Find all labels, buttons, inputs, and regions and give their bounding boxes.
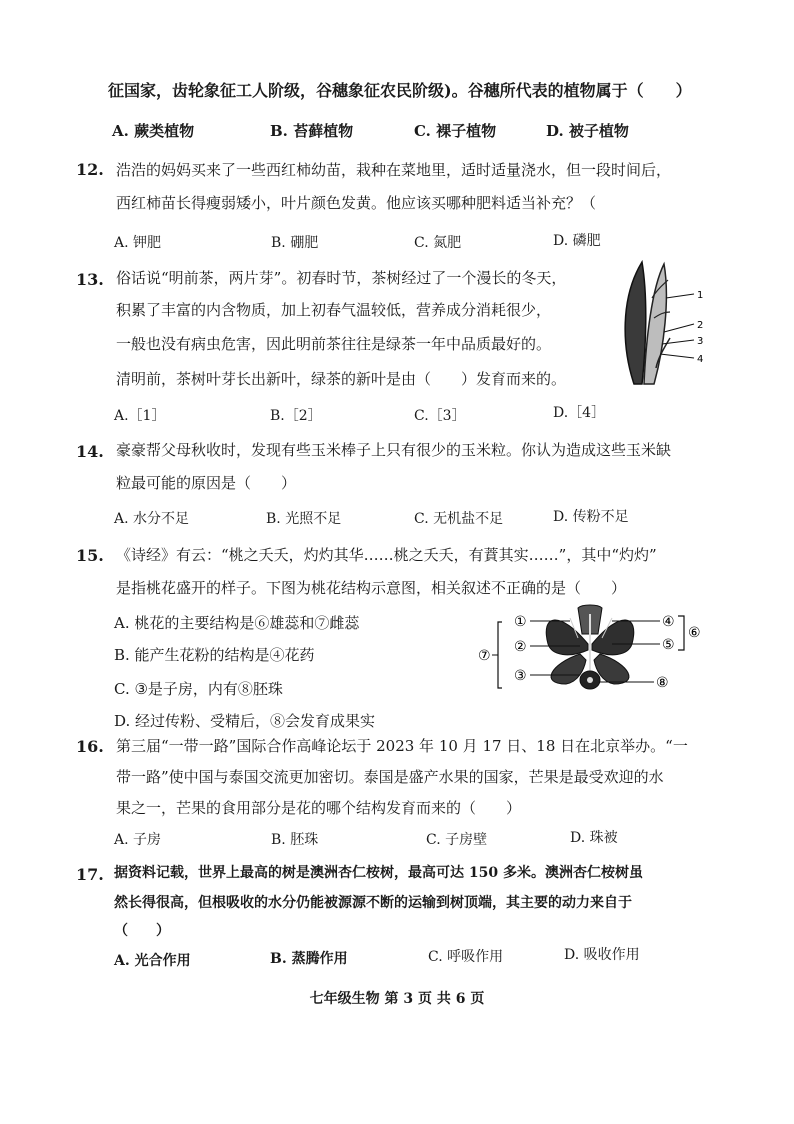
q15-option-d: D. 经过传粉、受精后，⑧会发育成果实 <box>114 712 376 730</box>
q16-option-b: B. 胚珠 <box>271 832 319 848</box>
q13-number: 13. <box>76 270 104 289</box>
q12-option-c: C. 氮肥 <box>414 235 462 251</box>
q17-option-a: A. 光合作用 <box>114 953 191 969</box>
flower-label-2: ② <box>514 639 527 655</box>
q13-option-c: C.［3］ <box>414 408 466 424</box>
q13-option-a: A.［1］ <box>114 408 166 424</box>
bracket-6 <box>678 616 684 650</box>
q15-number: 15. <box>76 546 104 565</box>
q14-line-2: 粒最可能的原因是（ ） <box>116 474 297 492</box>
bud-label-1: 1 <box>697 290 704 301</box>
q11-continuation: 征国家，齿轮象征工人阶级，谷穗象征农民阶级)。谷穗所代表的植物属于（ ） <box>108 81 692 100</box>
flower-label-1: ① <box>514 614 527 630</box>
q11-option-d: D. 被子植物 <box>546 122 629 140</box>
bud-label-2: 2 <box>697 320 704 331</box>
q17-option-d: D. 吸收作用 <box>564 947 640 963</box>
q12-option-b: B. 硼肥 <box>271 235 319 251</box>
q16-line-1: 第三届“一带一路”国际合作高峰论坛于 2023 年 10 月 17 日、18 日在北京举办。“一 <box>116 737 688 755</box>
q16-option-c: C. 子房壁 <box>426 832 488 848</box>
q16-option-a: A. 子房 <box>114 832 162 848</box>
q16-option-d: D. 珠被 <box>570 830 618 846</box>
q11-option-b: B. 苔藓植物 <box>270 122 354 140</box>
flower-label-3: ③ <box>514 668 527 684</box>
q17-number: 17. <box>76 865 104 884</box>
bud-outer-leaf-left <box>625 262 646 384</box>
q14-option-d: D. 传粉不足 <box>553 509 629 525</box>
peach-flower-diagram <box>470 604 710 700</box>
flower-label-6: ⑥ <box>688 625 701 641</box>
ovule <box>587 677 593 683</box>
bud-label-4: 4 <box>697 354 704 365</box>
q17-option-c: C. 呼吸作用 <box>428 949 504 965</box>
label-line-2 <box>664 324 694 332</box>
q14-option-b: B. 光照不足 <box>266 511 342 527</box>
q16-line-3: 果之一，芒果的食用部分是花的哪个结构发育而来的（ ） <box>116 799 522 817</box>
page-footer: 七年级生物 第 3 页 共 6 页 <box>309 991 485 1007</box>
q15-line-1: 《诗经》有云：“桃之夭夭，灼灼其华……桃之夭夭，有蕡其实……”，其中“灼灼” <box>116 546 657 564</box>
tea-bud-diagram <box>612 258 712 388</box>
q14-line-1: 豪豪帮父母秋收时，发现有些玉米棒子上只有很少的玉米粒。你认为造成这些玉米缺 <box>116 441 672 459</box>
q15-line-2: 是指桃花盛开的样子。下图为桃花结构示意图，相关叙述不正确的是（ ） <box>116 579 627 597</box>
q11-option-a: A. 蕨类植物 <box>112 122 195 140</box>
q17-line-1: 据资料记载，世界上最高的树是澳洲杏仁桉树，最高可达 150 多米。澳洲杏仁桉树虽 <box>114 865 643 881</box>
q14-option-a: A. 水分不足 <box>114 511 190 527</box>
q14-number: 14. <box>76 442 104 461</box>
q12-number: 12. <box>76 160 104 179</box>
q16-number: 16. <box>76 737 104 756</box>
q13-line-2: 积累了丰富的内含物质，加上初春气温较低，营养成分消耗很少， <box>116 301 552 319</box>
q17-option-b: B. 蒸腾作用 <box>270 951 348 967</box>
q15-option-a: A. 桃花的主要结构是⑥雄蕊和⑦雌蕊 <box>114 614 360 632</box>
label-line-4 <box>660 354 694 358</box>
q15-option-b: B. 能产生花粉的结构是④花药 <box>114 646 315 664</box>
q17-line-2: 然长得很高，但根吸收的水分仍能被源源不断的运输到树顶端，其主要的动力来自于 <box>114 895 632 911</box>
q15-option-c: C. ③是子房，内有⑧胚珠 <box>114 680 283 698</box>
flower-label-8: ⑧ <box>656 675 669 691</box>
q13-option-d: D.［4］ <box>553 405 606 421</box>
bracket-7 <box>498 622 502 688</box>
q11-option-c: C. 裸子植物 <box>414 122 497 140</box>
q13-line-1: 俗话说“明前茶，两片芽”。初春时节，茶树经过了一个漫长的冬天， <box>116 269 567 287</box>
flower-label-5: ⑤ <box>662 637 675 653</box>
q12-line-2: 西红柿苗长得瘦弱矮小，叶片颜色发黄。他应该买哪种肥料适当补充？（ <box>116 194 597 212</box>
q12-line-1: 浩浩的妈妈买来了一些西红柿幼苗，栽种在菜地里，适时适量浇水，但一段时间后， <box>116 161 672 179</box>
q17-line-3: （ ） <box>114 923 170 939</box>
label-line-1 <box>666 294 694 298</box>
q14-option-c: C. 无机盐不足 <box>414 511 504 527</box>
q13-line-3: 一般也没有病虫危害，因此明前茶往往是绿茶一年中品质最好的。 <box>116 335 552 353</box>
flower-label-4: ④ <box>662 614 675 630</box>
bud-label-3: 3 <box>697 336 704 347</box>
q13-line-4: 清明前，茶树叶芽长出新叶，绿茶的新叶是由（ ）发育而来的。 <box>116 370 567 388</box>
q12-option-d: D. 磷肥 <box>553 233 601 249</box>
bud-young-leaf <box>644 264 666 384</box>
q16-line-2: 带一路”使中国与泰国交流更加密切。泰国是盛产水果的国家，芒果是最受欢迎的水 <box>116 768 664 786</box>
flower-label-7: ⑦ <box>478 648 491 664</box>
q12-option-a: A. 钾肥 <box>114 235 162 251</box>
q13-option-b: B.［2］ <box>270 408 322 424</box>
